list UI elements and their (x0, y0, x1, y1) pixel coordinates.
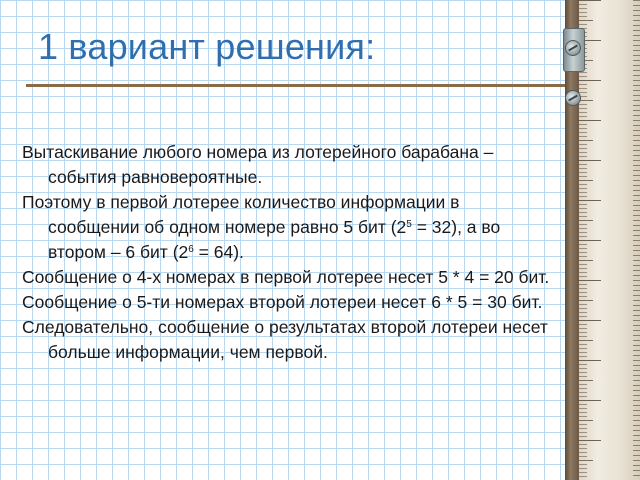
paragraph-2 (22, 190, 554, 265)
paragraph-1: Вытаскивание любого номера из лотерейного барабана – события равновероятные. (22, 142, 494, 187)
superscript-6: 6 (188, 244, 194, 255)
ruler-ticks (579, 0, 619, 480)
paragraph-2-text-b: = 32), а во втором – 6 бит (2 (48, 217, 501, 262)
slide-title: 1 вариант решения: (38, 26, 376, 67)
slide-body (22, 140, 554, 365)
title-divider (26, 84, 568, 87)
paragraph-2-text-c: = 64). (193, 242, 244, 262)
paragraph-3: Сообщение о 4-х номерах в первой лотерее несет 5 * 4 = 20 бит. (22, 267, 550, 287)
ruler-ticks-right (621, 0, 640, 480)
screw-icon (565, 90, 581, 106)
paragraph-2-text-a: Поэтому в первой лотерее количество информации в сообщении об одном номере равно 5 бит (2 (22, 192, 460, 237)
superscript-5: 5 (406, 219, 412, 230)
paragraph-5: Следовательно, сообщение о результатах второй лотереи несет больше информации, чем первой. (22, 317, 548, 362)
paragraph-4: Сообщение о 5-ти номерах второй лотереи несет 6 * 5 = 30 бит. (22, 292, 543, 312)
ruler-edge (565, 0, 579, 480)
ruler-decoration (565, 0, 640, 480)
screw-icon (565, 40, 581, 56)
